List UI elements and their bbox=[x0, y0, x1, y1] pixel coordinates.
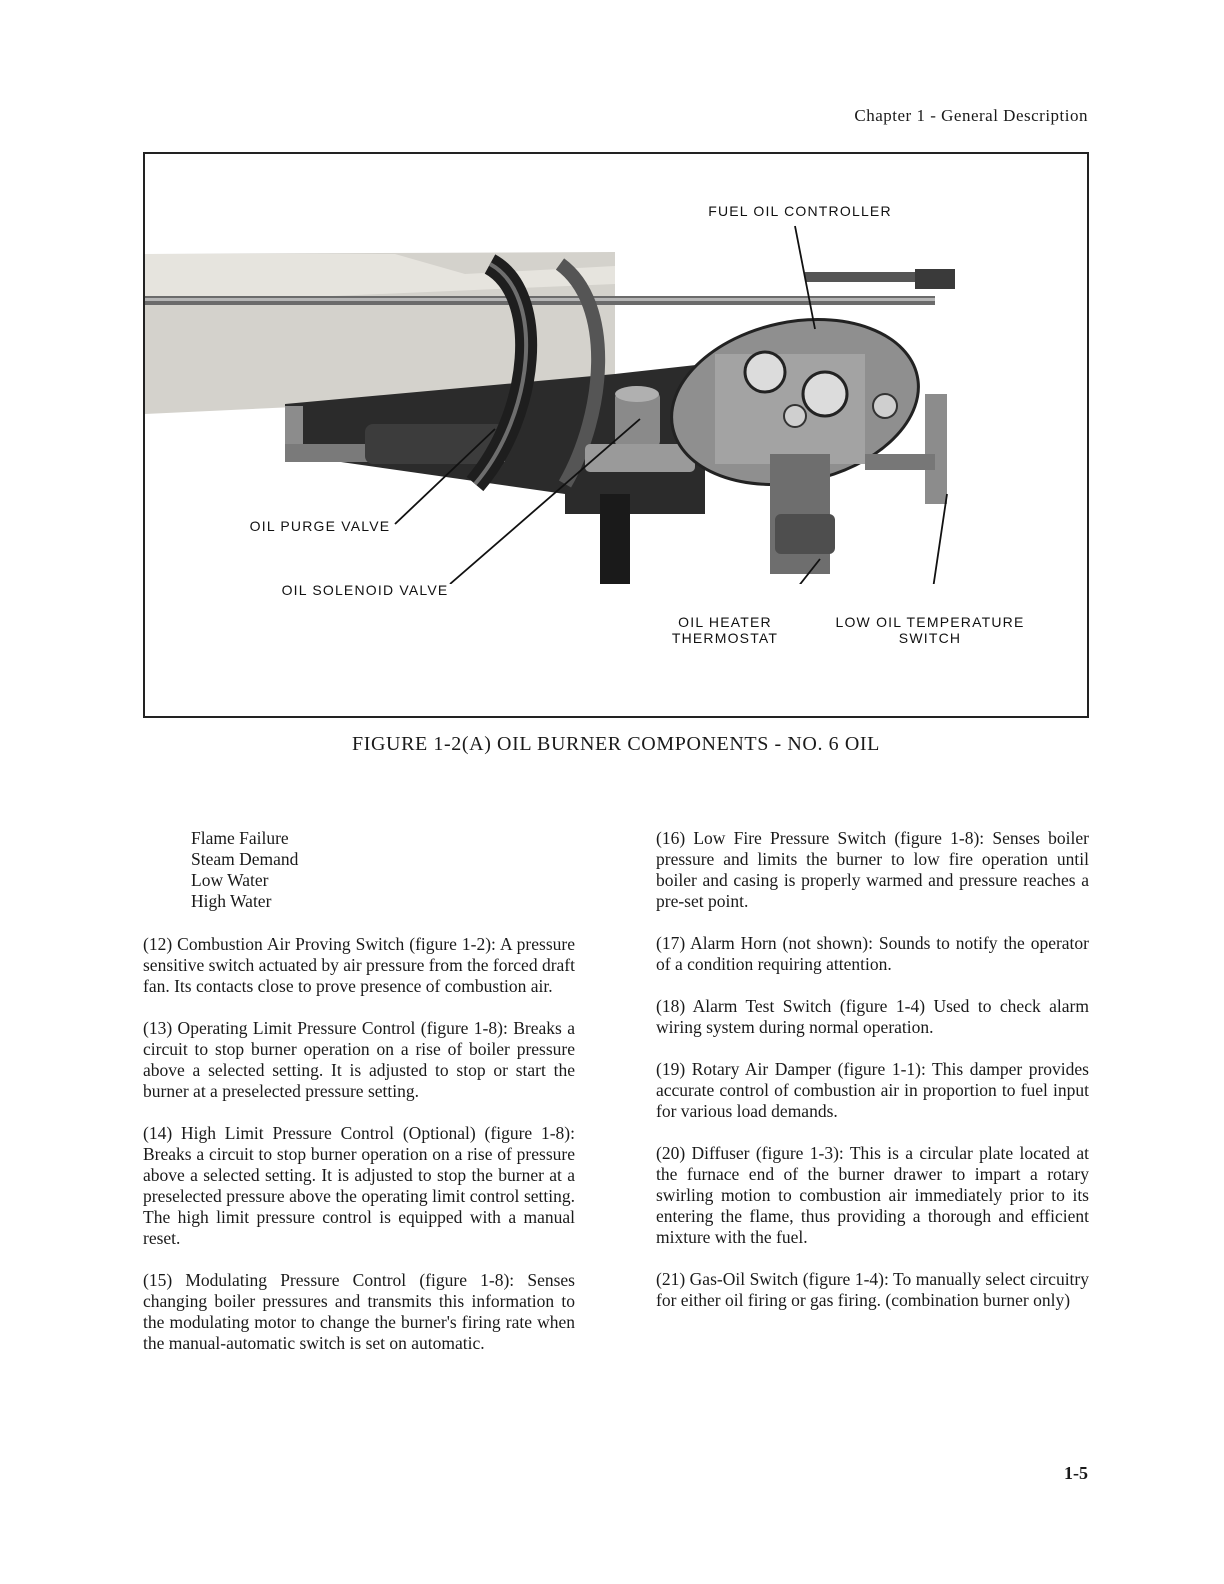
paragraph-19: (19) Rotary Air Damper (figure 1-1): This damper provides accurate control of combustion air in proportion to fuel input for various load demands. bbox=[656, 1059, 1089, 1121]
paragraph-16: (16) Low Fire Pressure Switch (figure 1-8): Senses boiler pressure and limits the burner to low fire operation until boiler and casing is properly warmed and pressure reaches a pre-set point. bbox=[656, 828, 1089, 911]
list-item: Steam Demand bbox=[191, 849, 299, 869]
figure-caption: FIGURE 1-2(A) OIL BURNER COMPONENTS - NO. 6 OIL bbox=[352, 733, 880, 755]
paragraph-20: (20) Diffuser (figure 1-3): This is a circular plate located at the furnace end of the burner drawer to impart a rotary swirling motion to combustion air immediately prior to its entering the flame, thus providing a thorough and efficient mixture with the fuel. bbox=[656, 1143, 1089, 1247]
callout-oil-heater-line1: OIL HEATER bbox=[678, 614, 772, 630]
page-number: 1-5 bbox=[1064, 1463, 1088, 1483]
alarm-condition-list bbox=[191, 828, 575, 912]
paragraph-18: (18) Alarm Test Switch (figure 1-4) Used to check alarm wiring system during normal operation. bbox=[656, 996, 1089, 1037]
paragraph-12: (12) Combustion Air Proving Switch (figure 1-2): A pressure sensitive switch actuated by air pressure from the forced draft fan. Its contacts close to prove presence of combustion air. bbox=[143, 934, 575, 996]
callout-oil-solenoid-valve: OIL SOLENOID VALVE bbox=[281, 582, 449, 598]
chapter-header: Chapter 1 - General Description bbox=[854, 106, 1088, 125]
callout-oil-heater-thermostat bbox=[655, 614, 795, 646]
paragraph-21: (21) Gas-Oil Switch (figure 1-4): To manually select circuitry for either oil firing or gas firing. (combination burner only) bbox=[656, 1269, 1089, 1310]
right-column bbox=[656, 828, 1089, 1332]
callout-low-oil-line1: LOW OIL TEMPERATURE bbox=[835, 614, 1025, 630]
list-item: Flame Failure bbox=[191, 828, 289, 848]
list-item: Low Water bbox=[191, 870, 269, 890]
callout-low-oil-line2: SWITCH bbox=[898, 630, 962, 646]
paragraph-17: (17) Alarm Horn (not shown): Sounds to notify the operator of a condition requiring attention. bbox=[656, 933, 1089, 974]
figure-frame bbox=[143, 152, 1089, 718]
callout-oil-purge-valve: OIL PURGE VALVE bbox=[249, 518, 391, 534]
paragraph-13: (13) Operating Limit Pressure Control (figure 1-8): Breaks a circuit to stop burner operation on a rise of boiler pressure above a selected setting. It is adjusted to stop or start the burner at a preselected pressure setting. bbox=[143, 1018, 575, 1101]
callout-oil-heater-line2: THERMOSTAT bbox=[671, 630, 779, 646]
paragraph-14: (14) High Limit Pressure Control (Optional) (figure 1-8): Breaks a circuit to stop burner operation on a rise of pressure above a selected setting. It is adjusted to stop the burner at a preselected pressure above the operating limit control setting. The high limit pressure control is equipped with a manual reset. bbox=[143, 1123, 575, 1248]
callout-fuel-oil-controller: FUEL OIL CONTROLLER bbox=[708, 203, 892, 219]
left-column bbox=[143, 828, 575, 1375]
list-item: High Water bbox=[191, 891, 272, 911]
paragraph-15: (15) Modulating Pressure Control (figure 1-8): Senses changing boiler pressures and transmits this information to the modulating motor to change the burner's firing rate when the manual-automatic switch is set on automatic. bbox=[143, 1270, 575, 1353]
callout-low-oil-temp-switch bbox=[825, 614, 1035, 646]
